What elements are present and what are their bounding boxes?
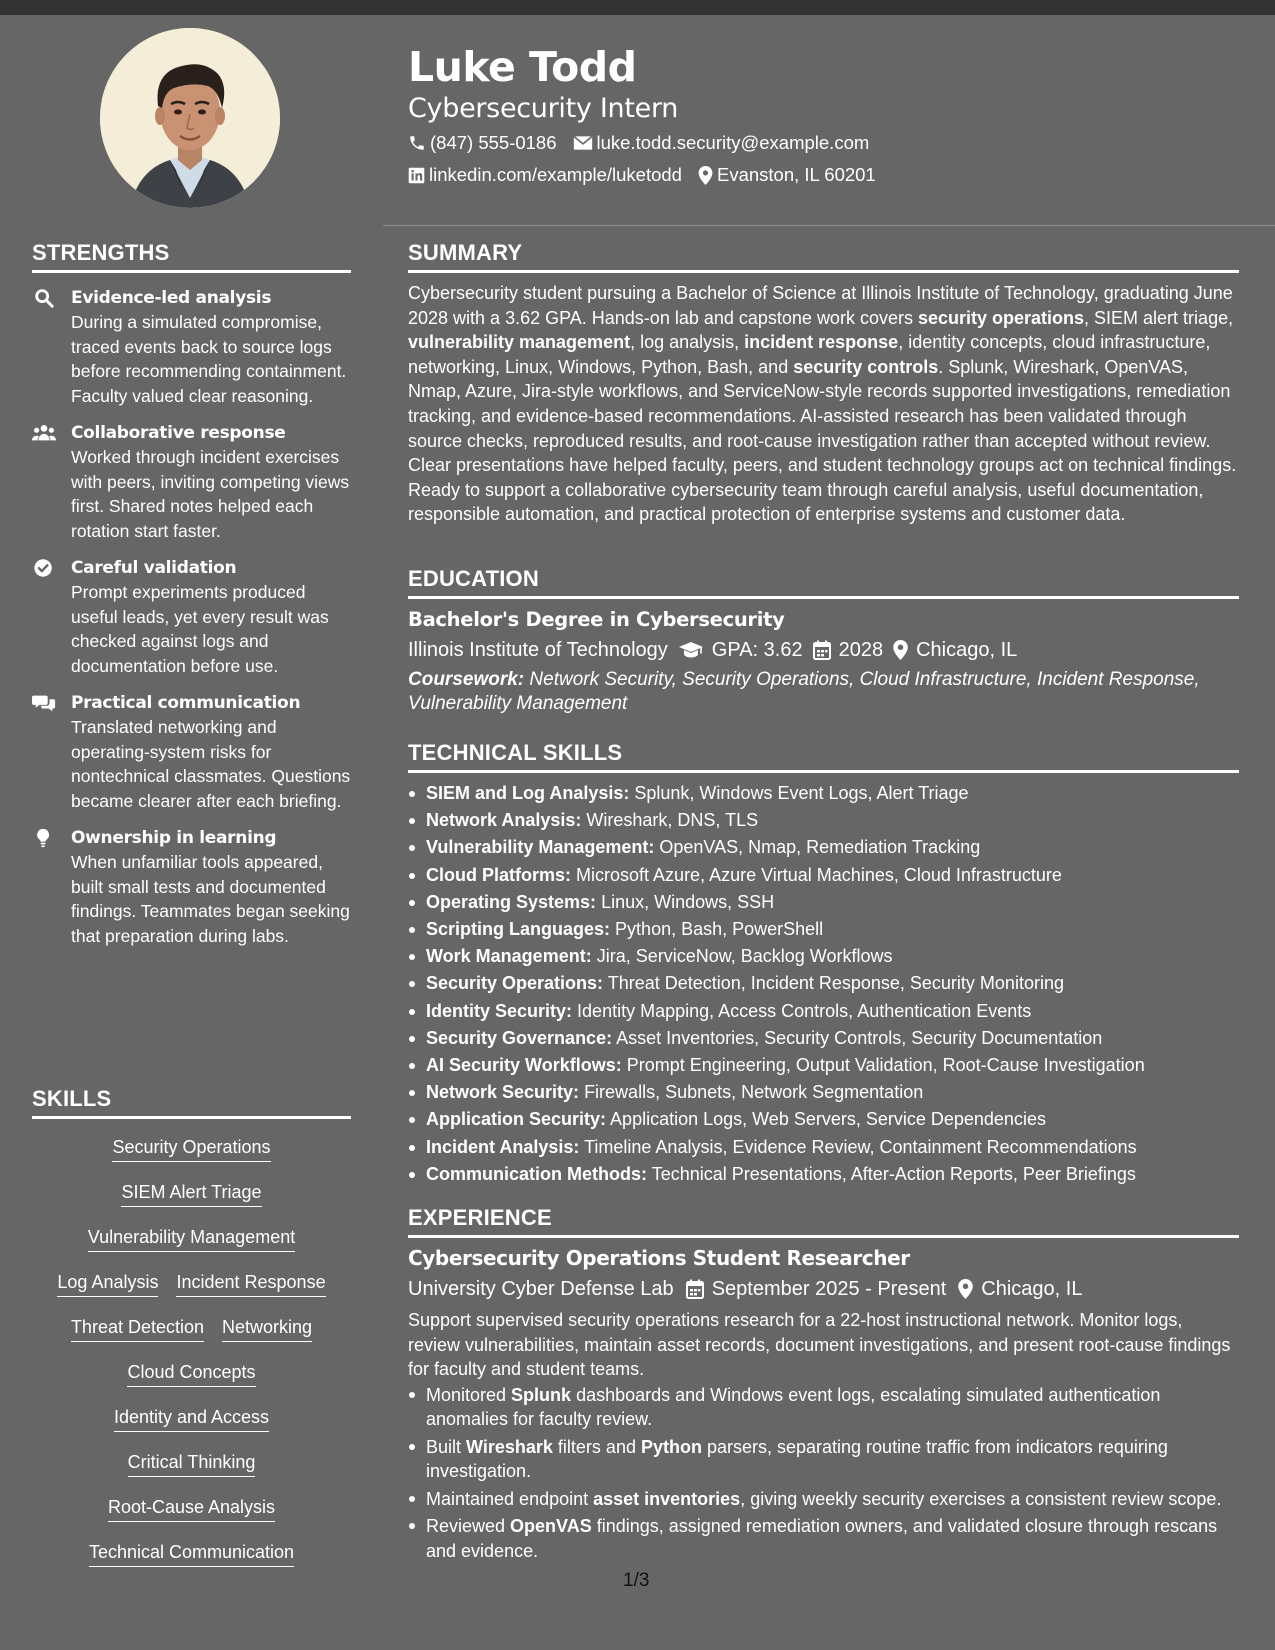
summary-text (408, 281, 1239, 527)
lightbulb-icon (32, 827, 56, 849)
list-item (408, 862, 1239, 889)
list-item (408, 1025, 1239, 1052)
skill-row (32, 1217, 351, 1262)
education-section (408, 566, 1239, 716)
skill-category: Scripting Languages: (426, 919, 611, 940)
calendar-icon (686, 1279, 704, 1299)
bullet-part: filters and (552, 1436, 641, 1457)
skill-chip: Vulnerability Management (88, 1227, 295, 1252)
skill-row (32, 1262, 351, 1307)
list-item (408, 943, 1239, 970)
skill-row (32, 1532, 351, 1577)
skill-values: Threat Detection, Incident Response, Security Monitoring (607, 973, 1064, 994)
gpa-item (678, 635, 803, 665)
school-name: Illinois Institute of Technology (408, 639, 668, 661)
technical-skills-section (408, 740, 1239, 1188)
skill-chip: Incident Response (176, 1272, 325, 1297)
location-text: Evanston, IL 60201 (716, 164, 876, 185)
map-pin-icon (698, 166, 713, 185)
skill-category: Operating Systems: (426, 891, 597, 912)
list-item (408, 780, 1239, 807)
job-dates-item (686, 1274, 947, 1304)
skill-category: Security Operations: (426, 973, 604, 994)
job-dates: September 2025 - Present (711, 1278, 947, 1300)
candidate-name: Luke Todd (408, 43, 637, 91)
skill-values: Timeline Analysis, Evidence Review, Containment Recommendations (584, 1136, 1137, 1157)
education-meta (408, 635, 1239, 665)
strength-item (32, 556, 351, 678)
list-item (408, 1514, 1239, 1563)
technical-skills-heading: TECHNICAL SKILLS (408, 740, 1239, 773)
skill-values: Application Logs, Web Servers, Service Dependencies (610, 1109, 1046, 1130)
skill-category: Cloud Platforms: (426, 864, 572, 885)
bullet-keyword: Python (640, 1436, 702, 1457)
gpa-text: GPA: 3.62 (711, 639, 803, 661)
summary-part: , identity concepts, cloud infrastructure, networking, Linux, Windows, Python, Bash, and (408, 332, 1211, 377)
job-bullets (408, 1383, 1239, 1564)
skill-values: Splunk, Windows Event Logs, Alert Triage (634, 783, 969, 803)
skill-chip: Security Operations (112, 1137, 270, 1162)
skills-heading: SKILLS (32, 1086, 351, 1119)
summary-part: , SIEM alert triage, (1084, 307, 1234, 328)
skill-values: Asset Inventories, Security Controls, Security Documentation (616, 1027, 1103, 1048)
summary-keyword: security operations (917, 307, 1085, 328)
list-item (408, 1487, 1239, 1512)
bullet-part: Built (426, 1436, 467, 1457)
strength-item (32, 421, 351, 543)
experience-section (408, 1205, 1239, 1566)
skill-row (32, 1442, 351, 1487)
skill-values: Identity Mapping, Access Controls, Authentication Events (577, 1000, 1032, 1021)
skill-values: Microsoft Azure, Azure Virtual Machines, Cloud Infrastructure (576, 864, 1062, 885)
school-location-item (893, 635, 1017, 665)
strength-title: Ownership in learning (71, 828, 277, 848)
list-item (408, 834, 1239, 861)
technical-skills-list (408, 780, 1239, 1188)
graduation-year-item (813, 635, 884, 665)
envelope-icon (573, 135, 593, 151)
job-location-item (958, 1274, 1082, 1304)
skill-values: Jira, ServiceNow, Backlog Workflows (596, 946, 893, 967)
skill-values: Firewalls, Subnets, Network Segmentation (584, 1082, 924, 1103)
contact-row-1 (408, 128, 1238, 158)
education-heading: EDUCATION (408, 566, 1239, 599)
candidate-role: Cybersecurity Intern (408, 93, 679, 124)
summary-keyword: vulnerability management (408, 332, 631, 353)
strength-text: Translated networking and operating-system risks for nontechnical classmates. Questions became clearer after each briefing. (71, 717, 351, 811)
skill-row (32, 1397, 351, 1442)
list-item (408, 1383, 1239, 1432)
chat-bubbles-icon (32, 692, 56, 714)
skill-row (32, 1487, 351, 1532)
skill-chips (32, 1127, 351, 1577)
skill-row (32, 1127, 351, 1172)
strength-title: Careful validation (71, 558, 237, 578)
bullet-keyword: OpenVAS (510, 1516, 592, 1536)
skill-chip: Log Analysis (57, 1272, 158, 1297)
phone-contact[interactable] (408, 128, 557, 158)
job-description: Support supervised security operations research for a 22-host instructional network. Monitor logs, review vulnerabilities, maintain asset records, document investigations, and present root-cause findings for faculty and student teams. (408, 1310, 1231, 1379)
coursework-label: Coursework: (408, 669, 525, 690)
bullet-part: Maintained endpoint (426, 1488, 594, 1509)
skill-values: Wireshark, DNS, TLS (586, 810, 759, 831)
coursework (408, 668, 1239, 716)
header-divider (383, 225, 1275, 226)
bullet-keyword: Wireshark (466, 1436, 553, 1457)
job-location: Chicago, IL (981, 1278, 1083, 1300)
skill-chip: Technical Communication (89, 1542, 294, 1567)
search-icon (32, 287, 56, 309)
list-item (408, 1134, 1239, 1161)
page-number: 1/3 (623, 1570, 650, 1591)
graduation-year: 2028 (838, 639, 884, 661)
linkedin-icon (408, 167, 425, 184)
skill-category: Communication Methods: (426, 1163, 647, 1184)
summary-keyword: security controls (793, 356, 939, 377)
job-meta (408, 1274, 1239, 1304)
strength-item (32, 286, 351, 408)
check-circle-icon (32, 557, 56, 579)
skill-category: Network Analysis: (426, 810, 582, 831)
skill-values: OpenVAS, Nmap, Remediation Tracking (659, 837, 981, 858)
skill-category: Work Management: (426, 946, 592, 967)
skill-category: AI Security Workflows: (426, 1055, 622, 1076)
skill-row (32, 1307, 351, 1352)
skill-category: Security Governance: (426, 1027, 613, 1048)
skill-category: Incident Analysis: (426, 1136, 580, 1157)
summary-part: Cybersecurity student pursuing a Bachelor of Science at Illinois Institute of Technology, graduating June 2028 with a 3.62 GPA. Hands-on lab and capstone work covers (408, 283, 1233, 328)
skill-category: Vulnerability Management: (426, 837, 655, 858)
contact-row-2 (408, 160, 1238, 190)
skill-row (32, 1352, 351, 1397)
summary-heading: SUMMARY (408, 240, 1239, 273)
location-contact (698, 160, 876, 190)
list-item (408, 1079, 1239, 1106)
list-item (408, 998, 1239, 1025)
skill-values: Python, Bash, PowerShell (615, 919, 824, 940)
bullet-part: dashboards and Windows event logs, escalating simulated authentication anomalies for faculty review. (426, 1384, 1161, 1429)
strength-item (32, 691, 351, 813)
skill-category: Application Security: (426, 1109, 607, 1130)
phone-icon (408, 134, 426, 152)
summary-section (408, 240, 1239, 527)
skill-values: Linux, Windows, SSH (601, 891, 775, 912)
skill-category: Network Security: (426, 1082, 580, 1103)
job-title: Cybersecurity Operations Student Researcher (408, 1246, 910, 1270)
skill-chip: Networking (222, 1317, 312, 1342)
list-item (408, 1106, 1239, 1133)
strength-text: During a simulated compromise, traced events back to source logs before recommending containment. Faculty valued clear reasoning. (71, 312, 347, 406)
skill-category: SIEM and Log Analysis: (426, 783, 630, 803)
top-bar (0, 0, 1275, 15)
bullet-part: parsers, separating routine traffic from indicators requiring investigation. (426, 1436, 1168, 1481)
calendar-icon (813, 640, 831, 660)
strength-title: Practical communication (71, 693, 301, 713)
bullet-keyword: asset inventories (593, 1488, 741, 1509)
skill-chip: SIEM Alert Triage (121, 1182, 261, 1207)
users-icon (32, 422, 56, 444)
experience-heading: EXPERIENCE (408, 1205, 1239, 1238)
summary-keyword: incident response (744, 332, 899, 353)
coursework-list: Network Security, Security Operations, Cloud Infrastructure, Incident Response, Vulnerability Management (408, 669, 1200, 714)
resume-header (408, 42, 1238, 190)
profile-photo (100, 28, 280, 208)
degree-title: Bachelor's Degree in Cybersecurity (408, 608, 785, 631)
list-item (408, 1052, 1239, 1079)
list-item (408, 807, 1239, 834)
skill-chip: Threat Detection (71, 1317, 204, 1342)
bullet-part: Monitored (426, 1384, 512, 1405)
list-item (408, 889, 1239, 916)
bullet-part: Reviewed (426, 1516, 511, 1536)
phone-text: (847) 555-0186 (430, 132, 557, 153)
map-pin-icon (958, 1279, 973, 1299)
bullet-part: , giving weekly security exercises a consistent review scope. (740, 1488, 1222, 1509)
email-contact[interactable] (573, 128, 870, 158)
skills-section (32, 1086, 351, 1577)
bullet-part: findings, assigned remediation owners, and validated closure through rescans and evidence. (426, 1516, 1218, 1561)
skill-category: Identity Security: (426, 1000, 573, 1021)
linkedin-contact[interactable] (408, 160, 682, 190)
email-text: luke.todd.security@example.com (596, 132, 870, 153)
skill-values: Technical Presentations, After-Action Reports, Peer Briefings (651, 1163, 1136, 1184)
skill-chip: Identity and Access (114, 1407, 269, 1432)
strength-text: When unfamiliar tools appeared, built small tests and documented findings. Teammates began seeking that preparation during labs. (71, 852, 350, 946)
job-org: University Cyber Defense Lab (408, 1278, 674, 1300)
skill-values: Prompt Engineering, Output Validation, Root-Cause Investigation (626, 1055, 1145, 1076)
school-location: Chicago, IL (916, 639, 1018, 661)
strength-title: Collaborative response (71, 423, 286, 443)
bullet-keyword: Splunk (511, 1384, 572, 1405)
list-item (408, 1435, 1239, 1484)
summary-part: , log analysis, (630, 332, 745, 353)
map-pin-icon (893, 640, 908, 660)
summary-part: . Splunk, Wireshark, OpenVAS, Nmap, Azure, Jira-style workflows, and ServiceNow-style records supported investigations, remediation tracking, and evidence-based recommendations. AI-assisted research has been validated through source checks, reproduced results, and root-cause investigation rather than accepted without review. Clear presentations have helped faculty, peers, and student technology groups act on technical findings. Ready to support a collaborative cybersecurity team through careful analysis, useful documentation, responsible automation, and practical protection of enterprise systems and customer data. (408, 356, 1237, 525)
list-item (408, 916, 1239, 943)
list-item (408, 1161, 1239, 1188)
skill-chip: Root-Cause Analysis (108, 1497, 275, 1522)
skill-chip: Critical Thinking (128, 1452, 256, 1477)
strength-title: Evidence-led analysis (71, 288, 272, 308)
strength-text: Worked through incident exercises with peers, inviting competing views first. Shared notes helped each rotation start faster. (71, 447, 350, 541)
skill-row (32, 1172, 351, 1217)
skill-chip: Cloud Concepts (127, 1362, 255, 1387)
strength-item (32, 826, 351, 948)
list-item (408, 970, 1239, 997)
strengths-section (32, 240, 351, 948)
linkedin-text: linkedin.com/example/luketodd (429, 164, 682, 185)
strengths-heading: STRENGTHS (32, 240, 351, 273)
graduation-cap-icon (678, 641, 704, 659)
strength-text: Prompt experiments produced useful leads, yet every result was checked against logs and documentation before use. (71, 582, 329, 676)
